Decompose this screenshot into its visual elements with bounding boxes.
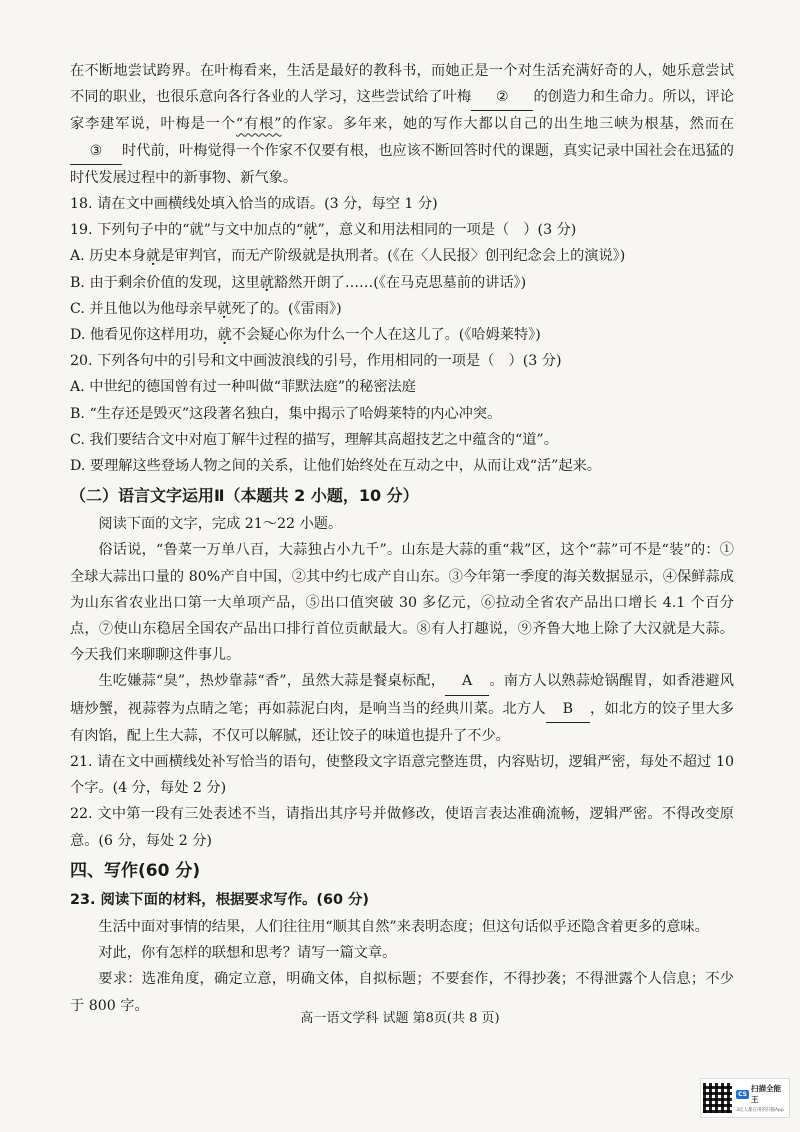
question-21: 21. 请在文中画横线处补写恰当的语句，使整段文字语意完整连贯，内容贴切，逻辑严密，每处不超过 10 个字。(4 分，每处 2 分) — [70, 754, 734, 797]
blank-b: B — [546, 696, 590, 723]
page-footer: 高一语文学科 试题 第8页(共 8 页) — [300, 1011, 500, 1026]
scanner-watermark: CS 扫描全能王 3亿人都在用的扫描App — [700, 1078, 790, 1118]
blank-2: ② — [471, 84, 533, 111]
cs-logo-icon: CS — [738, 1090, 747, 1098]
question-23-material: 生活中面对事情的结果，人们往往用“顺其自然”来表明态度；但这句话似乎还隐含着更多的意味。 — [98, 918, 709, 935]
question-19-option-a: A. 历史本身就是审判官，而无产阶级就是执刑者。(《在〈人民报〉创刊纪念会上的演说》) — [70, 248, 626, 265]
question-20-stem: 20. 下列各句中的引号和文中画波浪线的引号，作用相同的一项是（ ）(3 分) — [70, 353, 562, 370]
question-23-title: 23. 阅读下面的材料，根据要求写作。(60 分) — [70, 891, 369, 908]
qr-code-icon — [703, 1083, 732, 1113]
question-20-option-a: A. 中世纪的德国曾有过一种叫做“菲默法庭”的秘密法庭 — [70, 379, 416, 396]
question-23-requirements: 要求：选准角度，确定立意，明确文体，自拟标题；不要套作，不得抄袭；不得泄露个人信息；不少于 800 字。 — [70, 971, 734, 1014]
exam-page — [70, 58, 734, 1019]
question-22: 22. 文中第一段有三处表述不当，请指出其序号并做修改，使语言表达准确流畅，逻辑严密。不得改变原意。(6 分，每处 2 分) — [70, 806, 734, 849]
passage-continuation: 在不断地尝试跨界。在叶梅看来，生活是最好的教科书，而她正是一个对生活充满好奇的人，她乐意尝试不同的职业，也很乐意向各行各业的人学习，这些尝试给了叶梅 ② 的创造力和生命力。所以，评论家李建军说，叶梅是一个“有根”的作家。多年来，她的写作大都以自己的出生地三峡为根基，然而在③ 时代前，叶梅觉得一个作家不仅要有根，也应该不断回答时代的课题，真实记录中国社会在迅猛的时代发展过程中的新事物、新气象。 — [70, 63, 734, 186]
section-4-title: 四、写作(60 分) — [70, 860, 201, 881]
passage-2-paragraph-2: 生吃嫌蒜“臭”，热炒靠蒜“香”，虽然大蒜是餐桌标配， A 。南方人以熟蒜炝锅醒胃，如香港避风塘炒蟹，视蒜蓉为点睛之笔；再如蒜泥白肉，是响当当的经典川菜。北方人 B ，如北方的饺子里大多有肉馅，配上生大蒜，不仅可以解腻，还让饺子的味道也提升了不少。 — [70, 668, 734, 749]
wavy-quote: “有根” — [235, 116, 282, 133]
section-2-title: （二）语言文字运用Ⅱ（本题共 2 小题，10 分） — [70, 486, 419, 506]
question-19-stem: 19. 下列句子中的“就”与文中加点的“就”，意义和用法相同的一项是（ ）(3 分) — [70, 222, 577, 239]
question-20-option-c: C. 我们要结合文中对庖丁解牛过程的描写，理解其高超技艺之中蕴含的“道”。 — [70, 431, 558, 448]
read-instruction: 阅读下面的文字，完成 21～22 小题。 — [98, 516, 343, 533]
question-19-option-d: D. 他看见你这样用功，就不会疑心你为什么一个人在这儿了。(《哈姆莱特》) — [70, 327, 541, 344]
question-19-option-b: B. 由于剩余价值的发现，这里就豁然开朗了……(《在马克思墓前的讲话》) — [70, 274, 527, 291]
question-20-option-b: B. “生存还是毁灭”这段著名独白，集中揭示了哈姆莱特的内心冲突。 — [70, 405, 502, 422]
question-19-option-c: C. 并且他以为他母亲早就死了的。(《雷雨》) — [70, 300, 342, 317]
question-23-prompt: 对此，你有怎样的联想和思考？请写一篇文章。 — [98, 945, 397, 962]
question-20-option-d: D. 要理解这些登场人物之间的关系，让他们始终处在互动之中，从而让戏“活”起来。 — [70, 458, 601, 475]
blank-3: ③ — [70, 138, 122, 165]
question-18: 18. 请在文中画横线处填入恰当的成语。(3 分，每空 1 分) — [70, 196, 438, 213]
blank-a: A — [445, 668, 489, 695]
passage-2-paragraph-1: 俗话说，“鲁菜一万单八百，大蒜独占小九千”。山东是大蒜的重“栽”区，这个“蒜”可不是“装”的：①全球大蒜出口量的 80%产自中国，②其中约七成产自山东。③今年第一季度的海关数据显示，④保鲜蒜成为山东省农业出口第一大单项产品，⑤出口值突破 30 多亿元，⑥拉动全省农产品出口增长 4.1 个百分点，⑦使山东稳居全国农产品出口排行首位贡献最大。⑧有人打趣说，⑨齐鲁大地上除了大汉就是大蒜。今天我们来聊聊这件事儿。 — [70, 542, 734, 664]
